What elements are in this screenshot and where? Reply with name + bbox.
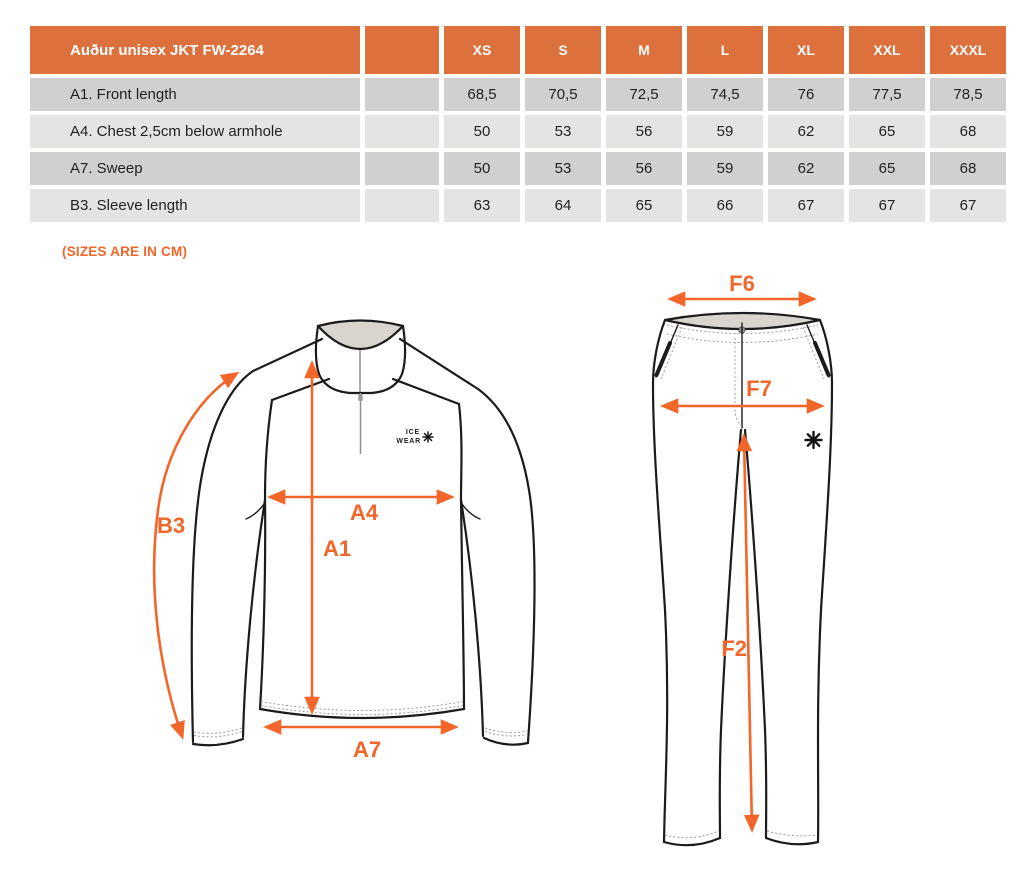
table-row-chest bbox=[30, 115, 1006, 148]
row-label-cell: A7. Sweep bbox=[30, 152, 360, 185]
pants-diagram bbox=[620, 270, 920, 880]
value-cell: 53 bbox=[525, 115, 601, 148]
spacer-cell bbox=[365, 189, 439, 222]
row-label-cell: A1. Front length bbox=[30, 78, 360, 111]
a4-label: A4 bbox=[349, 500, 379, 525]
jacket-body-right-edge bbox=[459, 404, 464, 709]
zipper-pull bbox=[358, 394, 362, 401]
value-cell: 67 bbox=[849, 189, 925, 222]
jacket-left-cuff bbox=[193, 739, 243, 745]
value-cell: 65 bbox=[849, 115, 925, 148]
size-header-m: M bbox=[606, 26, 682, 74]
size-header-xl: XL bbox=[768, 26, 844, 74]
b3-label: B3 bbox=[157, 513, 186, 538]
value-cell: 56 bbox=[606, 115, 682, 148]
value-cell: 67 bbox=[768, 189, 844, 222]
value-cell: 74,5 bbox=[687, 78, 763, 111]
brand-text-line1: ICE bbox=[405, 429, 420, 436]
value-cell: 65 bbox=[606, 189, 682, 222]
size-table bbox=[25, 22, 1011, 226]
value-cell: 68,5 bbox=[444, 78, 520, 111]
pants-left-inseam bbox=[720, 430, 741, 838]
table-title: Auður unisex JKT FW-2264 bbox=[30, 26, 360, 74]
size-header-xxxl: XXXL bbox=[930, 26, 1006, 74]
value-cell: 53 bbox=[525, 152, 601, 185]
row-label-cell: B3. Sleeve length bbox=[30, 189, 360, 222]
value-cell: 65 bbox=[849, 152, 925, 185]
value-cell: 77,5 bbox=[849, 78, 925, 111]
value-cell: 59 bbox=[687, 115, 763, 148]
a7-label: A7 bbox=[352, 737, 382, 762]
value-cell: 67 bbox=[930, 189, 1006, 222]
spacer-cell bbox=[365, 78, 439, 111]
jacket-diagram bbox=[130, 280, 600, 780]
value-cell: 66 bbox=[687, 189, 763, 222]
value-cell: 72,5 bbox=[606, 78, 682, 111]
jacket-right-sleeve-outer bbox=[478, 389, 535, 742]
value-cell: 50 bbox=[444, 115, 520, 148]
pants-left-hem bbox=[664, 838, 720, 845]
value-cell: 62 bbox=[768, 152, 844, 185]
table-row-sweep bbox=[30, 152, 1006, 185]
jacket-body-left-edge bbox=[260, 400, 272, 709]
jacket-left-sleeve-outer bbox=[192, 371, 253, 742]
f7-label: F7 bbox=[746, 376, 772, 401]
pants-right-outer-edge bbox=[818, 320, 832, 842]
a1-label: A1 bbox=[323, 536, 352, 561]
jacket-collar-opening bbox=[318, 321, 403, 350]
table-row-front-length bbox=[30, 78, 1006, 111]
value-cell: 63 bbox=[444, 189, 520, 222]
b3-arrow bbox=[154, 374, 236, 736]
jacket-right-raglan-seam bbox=[393, 379, 459, 404]
value-cell: 62 bbox=[768, 115, 844, 148]
jacket-right-shoulder-seam bbox=[400, 339, 478, 389]
spacer-header-cell bbox=[365, 26, 439, 74]
value-cell: 68 bbox=[930, 115, 1006, 148]
pants-left-outer-edge bbox=[653, 320, 667, 842]
left-pocket-trim bbox=[657, 343, 671, 375]
pants-right-hem bbox=[766, 838, 818, 844]
size-header-l: L bbox=[687, 26, 763, 74]
spacer-cell bbox=[365, 115, 439, 148]
jacket-right-cuff bbox=[484, 738, 528, 745]
f2-label: F2 bbox=[721, 636, 747, 661]
value-cell: 59 bbox=[687, 152, 763, 185]
table-row-sleeve-length bbox=[30, 189, 1006, 222]
value-cell: 78,5 bbox=[930, 78, 1006, 111]
value-cell: 76 bbox=[768, 78, 844, 111]
f6-label: F6 bbox=[729, 271, 755, 296]
row-label-cell: A4. Chest 2,5cm below armhole bbox=[30, 115, 360, 148]
size-header-xxl: XXL bbox=[849, 26, 925, 74]
brand-text-line2: WEAR bbox=[396, 438, 421, 445]
jacket-left-raglan-seam bbox=[272, 379, 329, 400]
size-header-xs: XS bbox=[444, 26, 520, 74]
value-cell: 68 bbox=[930, 152, 1006, 185]
right-pocket-trim bbox=[815, 343, 829, 375]
spacer-cell bbox=[365, 152, 439, 185]
value-cell: 70,5 bbox=[525, 78, 601, 111]
table-header-row bbox=[30, 26, 1006, 74]
size-header-s: S bbox=[525, 26, 601, 74]
sizes-unit-note: (SIZES ARE IN CM) bbox=[62, 244, 188, 259]
value-cell: 64 bbox=[525, 189, 601, 222]
value-cell: 56 bbox=[606, 152, 682, 185]
value-cell: 50 bbox=[444, 152, 520, 185]
